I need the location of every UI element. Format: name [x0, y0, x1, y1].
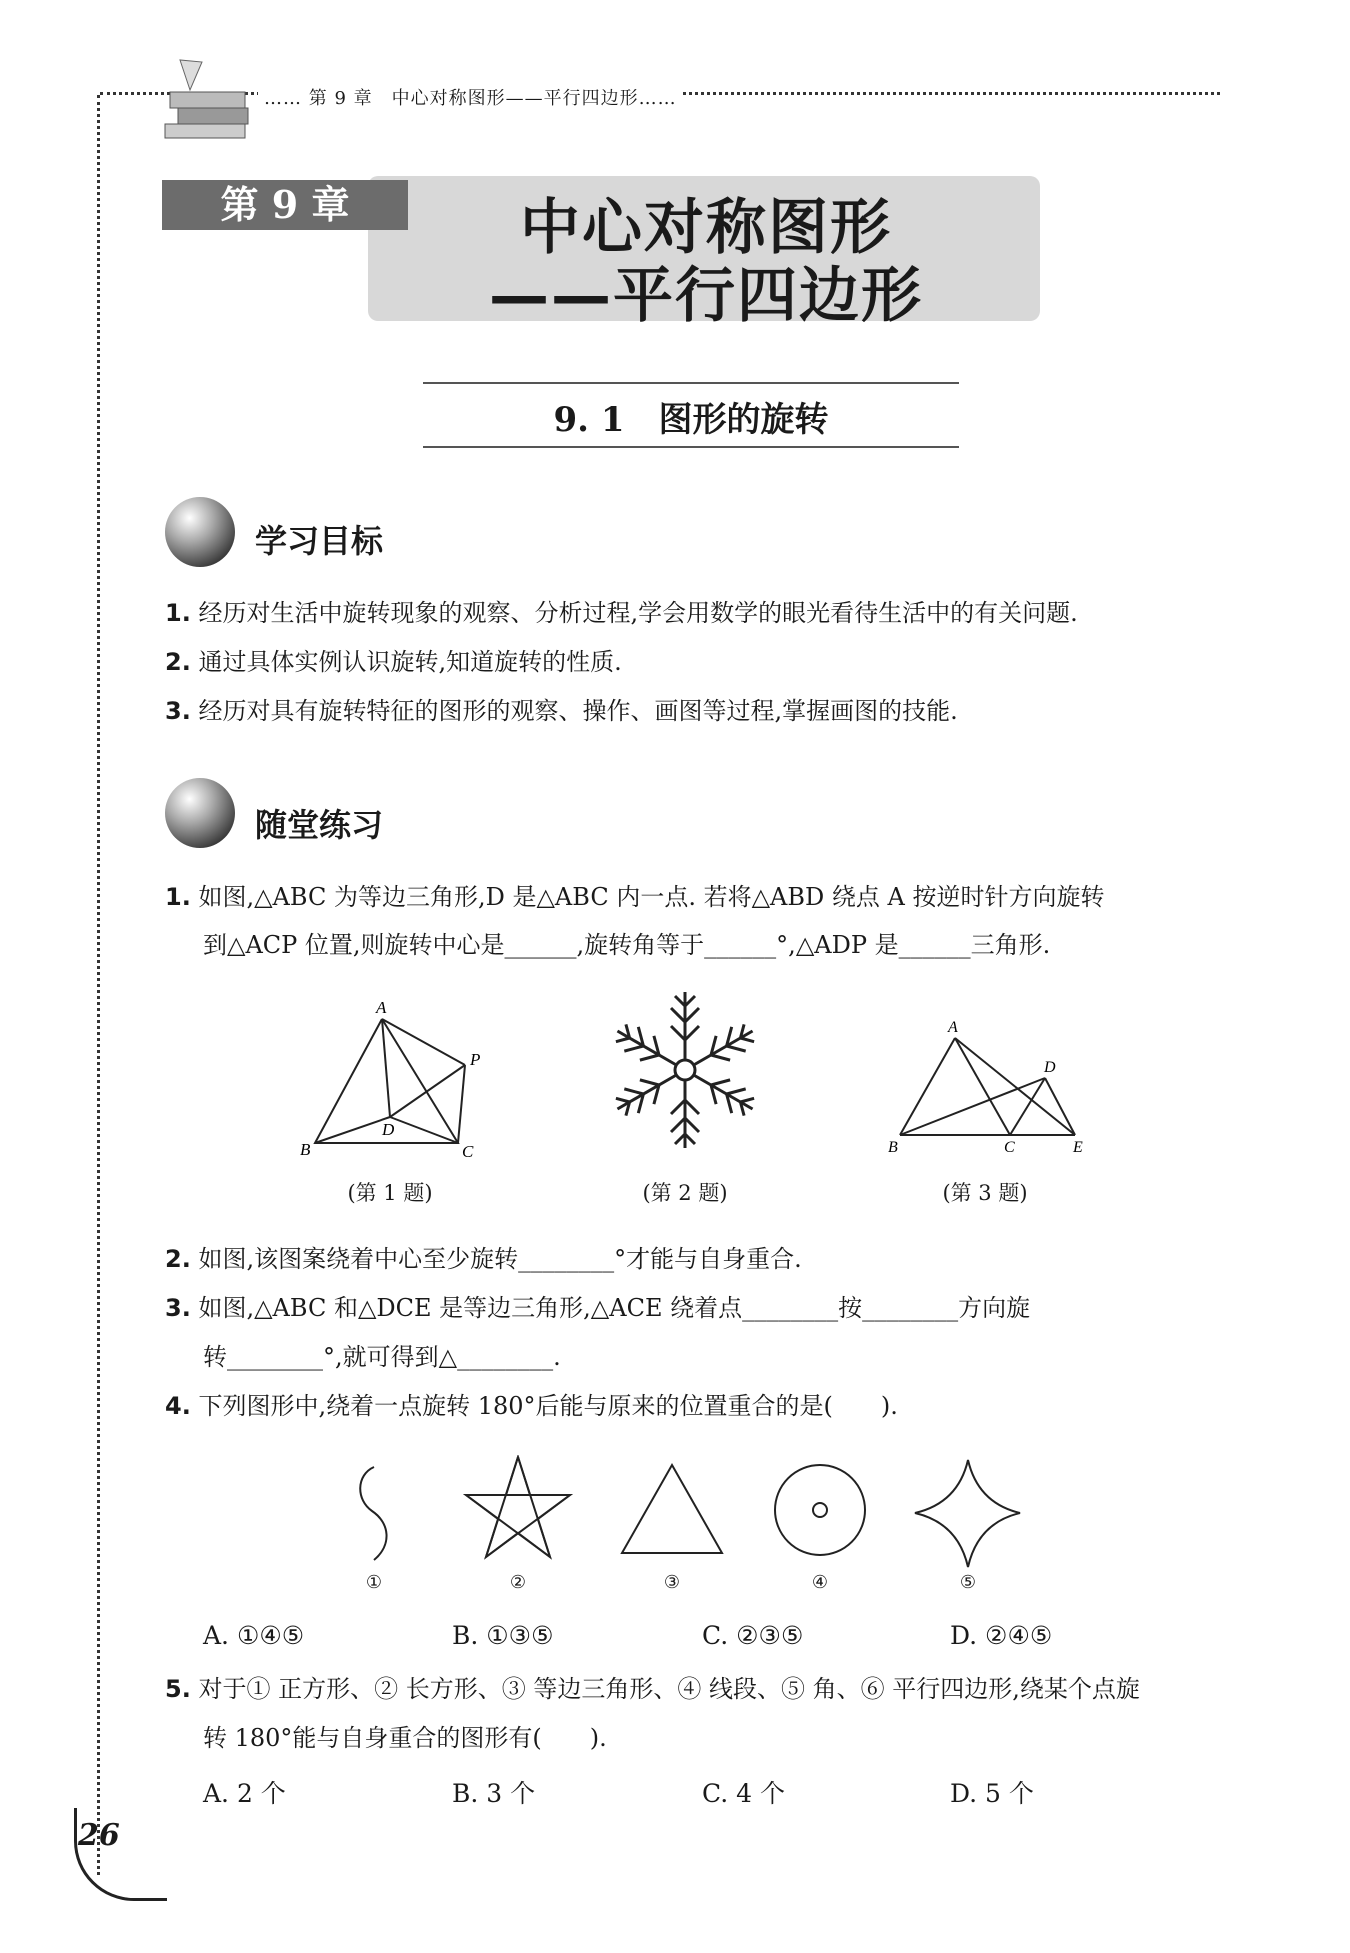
- question-text: 如图,该图案绕着中心至少旋转________°才能与自身重合.: [198, 1245, 802, 1273]
- s-curve-shape: [360, 1467, 386, 1560]
- question-number: 3.: [165, 1294, 191, 1322]
- objective-item: [165, 596, 1078, 630]
- item-number: 3.: [165, 697, 191, 725]
- section-rule-top: [423, 382, 959, 384]
- objective-item: [165, 694, 958, 728]
- page-number: 26: [78, 1818, 120, 1853]
- chapter-title: 中心对称图形: [520, 193, 892, 263]
- label-b: B: [300, 1140, 311, 1159]
- option-a[interactable]: A. 2 个: [203, 1779, 286, 1808]
- item-number: 2.: [165, 648, 191, 676]
- question-5: [165, 1672, 1140, 1706]
- snowflake-figure: [600, 985, 770, 1155]
- option-c[interactable]: C. ②③⑤: [702, 1621, 804, 1650]
- label-p: P: [470, 1050, 481, 1069]
- question-number: 5.: [165, 1675, 191, 1703]
- label-b: B: [888, 1139, 898, 1156]
- question-number: 2.: [165, 1245, 191, 1273]
- question-3-cont: 转________°,就可得到△________.: [203, 1343, 561, 1371]
- globe-icon: [165, 778, 235, 848]
- option-c[interactable]: C. 4 个: [702, 1779, 785, 1808]
- label-d: D: [382, 1120, 395, 1139]
- question-1-cont: 到△ACP 位置,则旋转中心是______,旋转角等于______°,△ADP 是______三角形.: [203, 931, 1051, 959]
- sphere-icon: [165, 497, 235, 567]
- option-b[interactable]: B. 3 个: [452, 1779, 536, 1808]
- option-d[interactable]: D. 5 个: [950, 1779, 1034, 1808]
- section-title: 9. 1 图形的旋转: [553, 400, 829, 440]
- objectives-heading: 学习目标: [255, 522, 384, 560]
- question-text: 下列图形中,绕着一点旋转 180°后能与原来的位置重合的是( ).: [198, 1392, 898, 1420]
- chapter-label: 第 9 章: [162, 180, 408, 230]
- shape-label: ④: [811, 1572, 829, 1593]
- question-5-cont: 转 180°能与自身重合的图形有( ).: [203, 1724, 607, 1752]
- figure-3-triangles: [880, 1010, 1095, 1160]
- q4-shapes: [350, 1455, 1050, 1575]
- question-1: [165, 880, 1104, 914]
- shape-label: ⑤: [959, 1572, 977, 1593]
- question-number: 1.: [165, 883, 191, 911]
- item-text: 经历对生活中旋转现象的观察、分析过程,学会用数学的眼光看待生活中的有关问题.: [198, 599, 1078, 627]
- item-text: 通过具体实例认识旋转,知道旋转的性质.: [198, 648, 622, 676]
- objective-item: [165, 645, 622, 679]
- shape-label: ②: [509, 1572, 527, 1593]
- label-c: C: [1004, 1139, 1015, 1156]
- label-c: C: [462, 1142, 474, 1161]
- figure-1-triangle: [290, 995, 510, 1165]
- label-a: A: [376, 998, 387, 1017]
- triangle-shape: [622, 1465, 722, 1553]
- option-a[interactable]: A. ①④⑤: [203, 1621, 305, 1650]
- question-text: 对于① 正方形、② 长方形、③ 等边三角形、④ 线段、⑤ 角、⑥ 平行四边形,绕某个点旋: [198, 1675, 1140, 1703]
- figure-3-caption: (第 3 题): [942, 1181, 1028, 1205]
- ring-shape: [775, 1465, 865, 1555]
- option-d[interactable]: D. ②④⑤: [950, 1621, 1053, 1650]
- item-number: 1.: [165, 599, 191, 627]
- label-d: D: [1044, 1059, 1056, 1076]
- figure-1-caption: (第 1 题): [347, 1181, 433, 1205]
- four-point-star-shape: [915, 1460, 1020, 1567]
- option-b[interactable]: B. ①③⑤: [452, 1621, 554, 1650]
- question-number: 4.: [165, 1392, 191, 1420]
- shape-label: ③: [663, 1572, 681, 1593]
- label-e: E: [1073, 1139, 1083, 1156]
- figure-2-caption: (第 2 题): [642, 1181, 728, 1205]
- question-4: [165, 1389, 898, 1423]
- label-a: A: [948, 1019, 958, 1036]
- question-text: 如图,△ABC 和△DCE 是等边三角形,△ACE 绕着点________按________方向旋: [198, 1294, 1031, 1322]
- chapter-subtitle: ——平行四边形: [489, 261, 923, 331]
- question-text: 如图,△ABC 为等边三角形,D 是△ABC 内一点. 若将△ABD 绕点 A 按逆时针方向旋转: [198, 883, 1105, 911]
- margin-rule: [97, 95, 100, 1875]
- practice-heading: 随堂练习: [255, 806, 384, 844]
- question-2: [165, 1242, 802, 1276]
- shape-label: ①: [365, 1572, 383, 1593]
- section-rule-bottom: [423, 446, 959, 448]
- running-header: …… 第 9 章 中心对称图形——平行四边形……: [258, 84, 683, 110]
- item-text: 经历对具有旋转特征的图形的观察、操作、画图等过程,掌握画图的技能.: [198, 697, 958, 725]
- question-3: [165, 1291, 1030, 1325]
- books-icon: [150, 52, 260, 142]
